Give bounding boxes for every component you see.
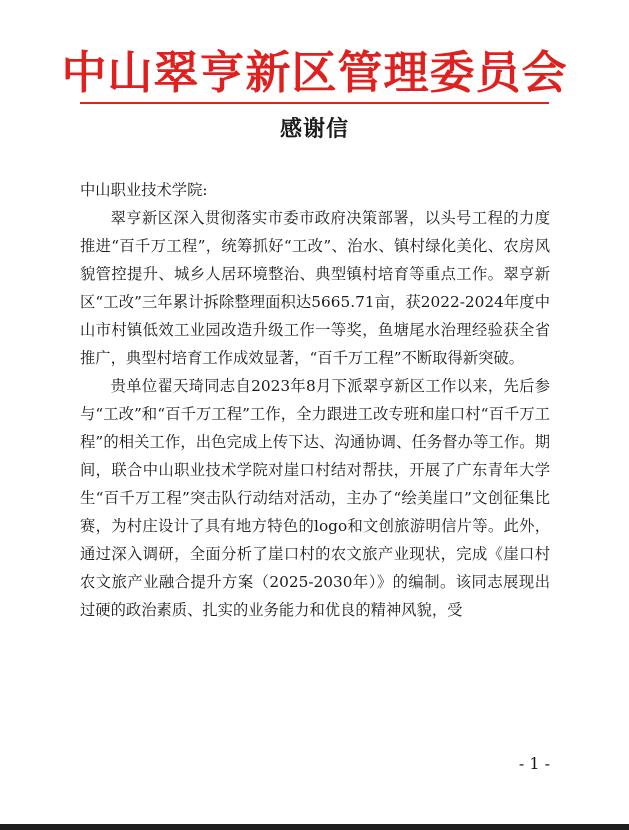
letter-paragraph-2: 贵单位翟天琦同志自2023年8月下派翠亨新区工作以来，先后参与“工改”和“百千万工程”工作，全力跟进工改专班和崖口村“百千万工程”的相关工作，出色完成上传下达、沟通协调、任务督办等工作。期间，联合中山职业技术学院对崖口村结对帮扶，开展了广东青年大学生“百千万工程”突击队行动结对活动，主办了“绘美崖口”文创征集比赛，为村庄设计了具有地方特色的logo和文创旅游明信片等。此外，通过深入调研，全面分析了崖口村的农文旅产业现状，完成《崖口村农文旅产业融合提升方案（2025-2030年）》的编制。该同志展现出过硬的政治素质、扎实的业务能力和优良的精神风貌，受 [80,377,550,619]
letter-body [80,176,550,624]
page-number: - 1 - [518,754,550,773]
masthead-org-name: 中山翠亨新区管理委员会 [61,46,568,99]
letter-title: 感谢信 [279,116,349,142]
masthead-red-rule [80,102,549,104]
letter-salutation: 中山职业技术学院: [80,181,208,199]
letter-paragraph-1: 翠亨新区深入贯彻落实市委市政府决策部署，以头号工程的力度推进“百千万工程”，统筹抓好“工改”、治水、镇村绿化美化、农房风貌管控提升、城乡人居环境整治、典型镇村培育等重点工作。翠亨新区“工改”三年累计拆除整理面积达5665.71亩，获2022-2024年度中山市村镇低效工业园改造升级工作一等奖，鱼塘尾水治理经验获全省推广，典型村培育工作成效显著，“百千万工程”不断取得新突破。 [80,209,550,367]
bottom-edge-band [0,824,629,830]
